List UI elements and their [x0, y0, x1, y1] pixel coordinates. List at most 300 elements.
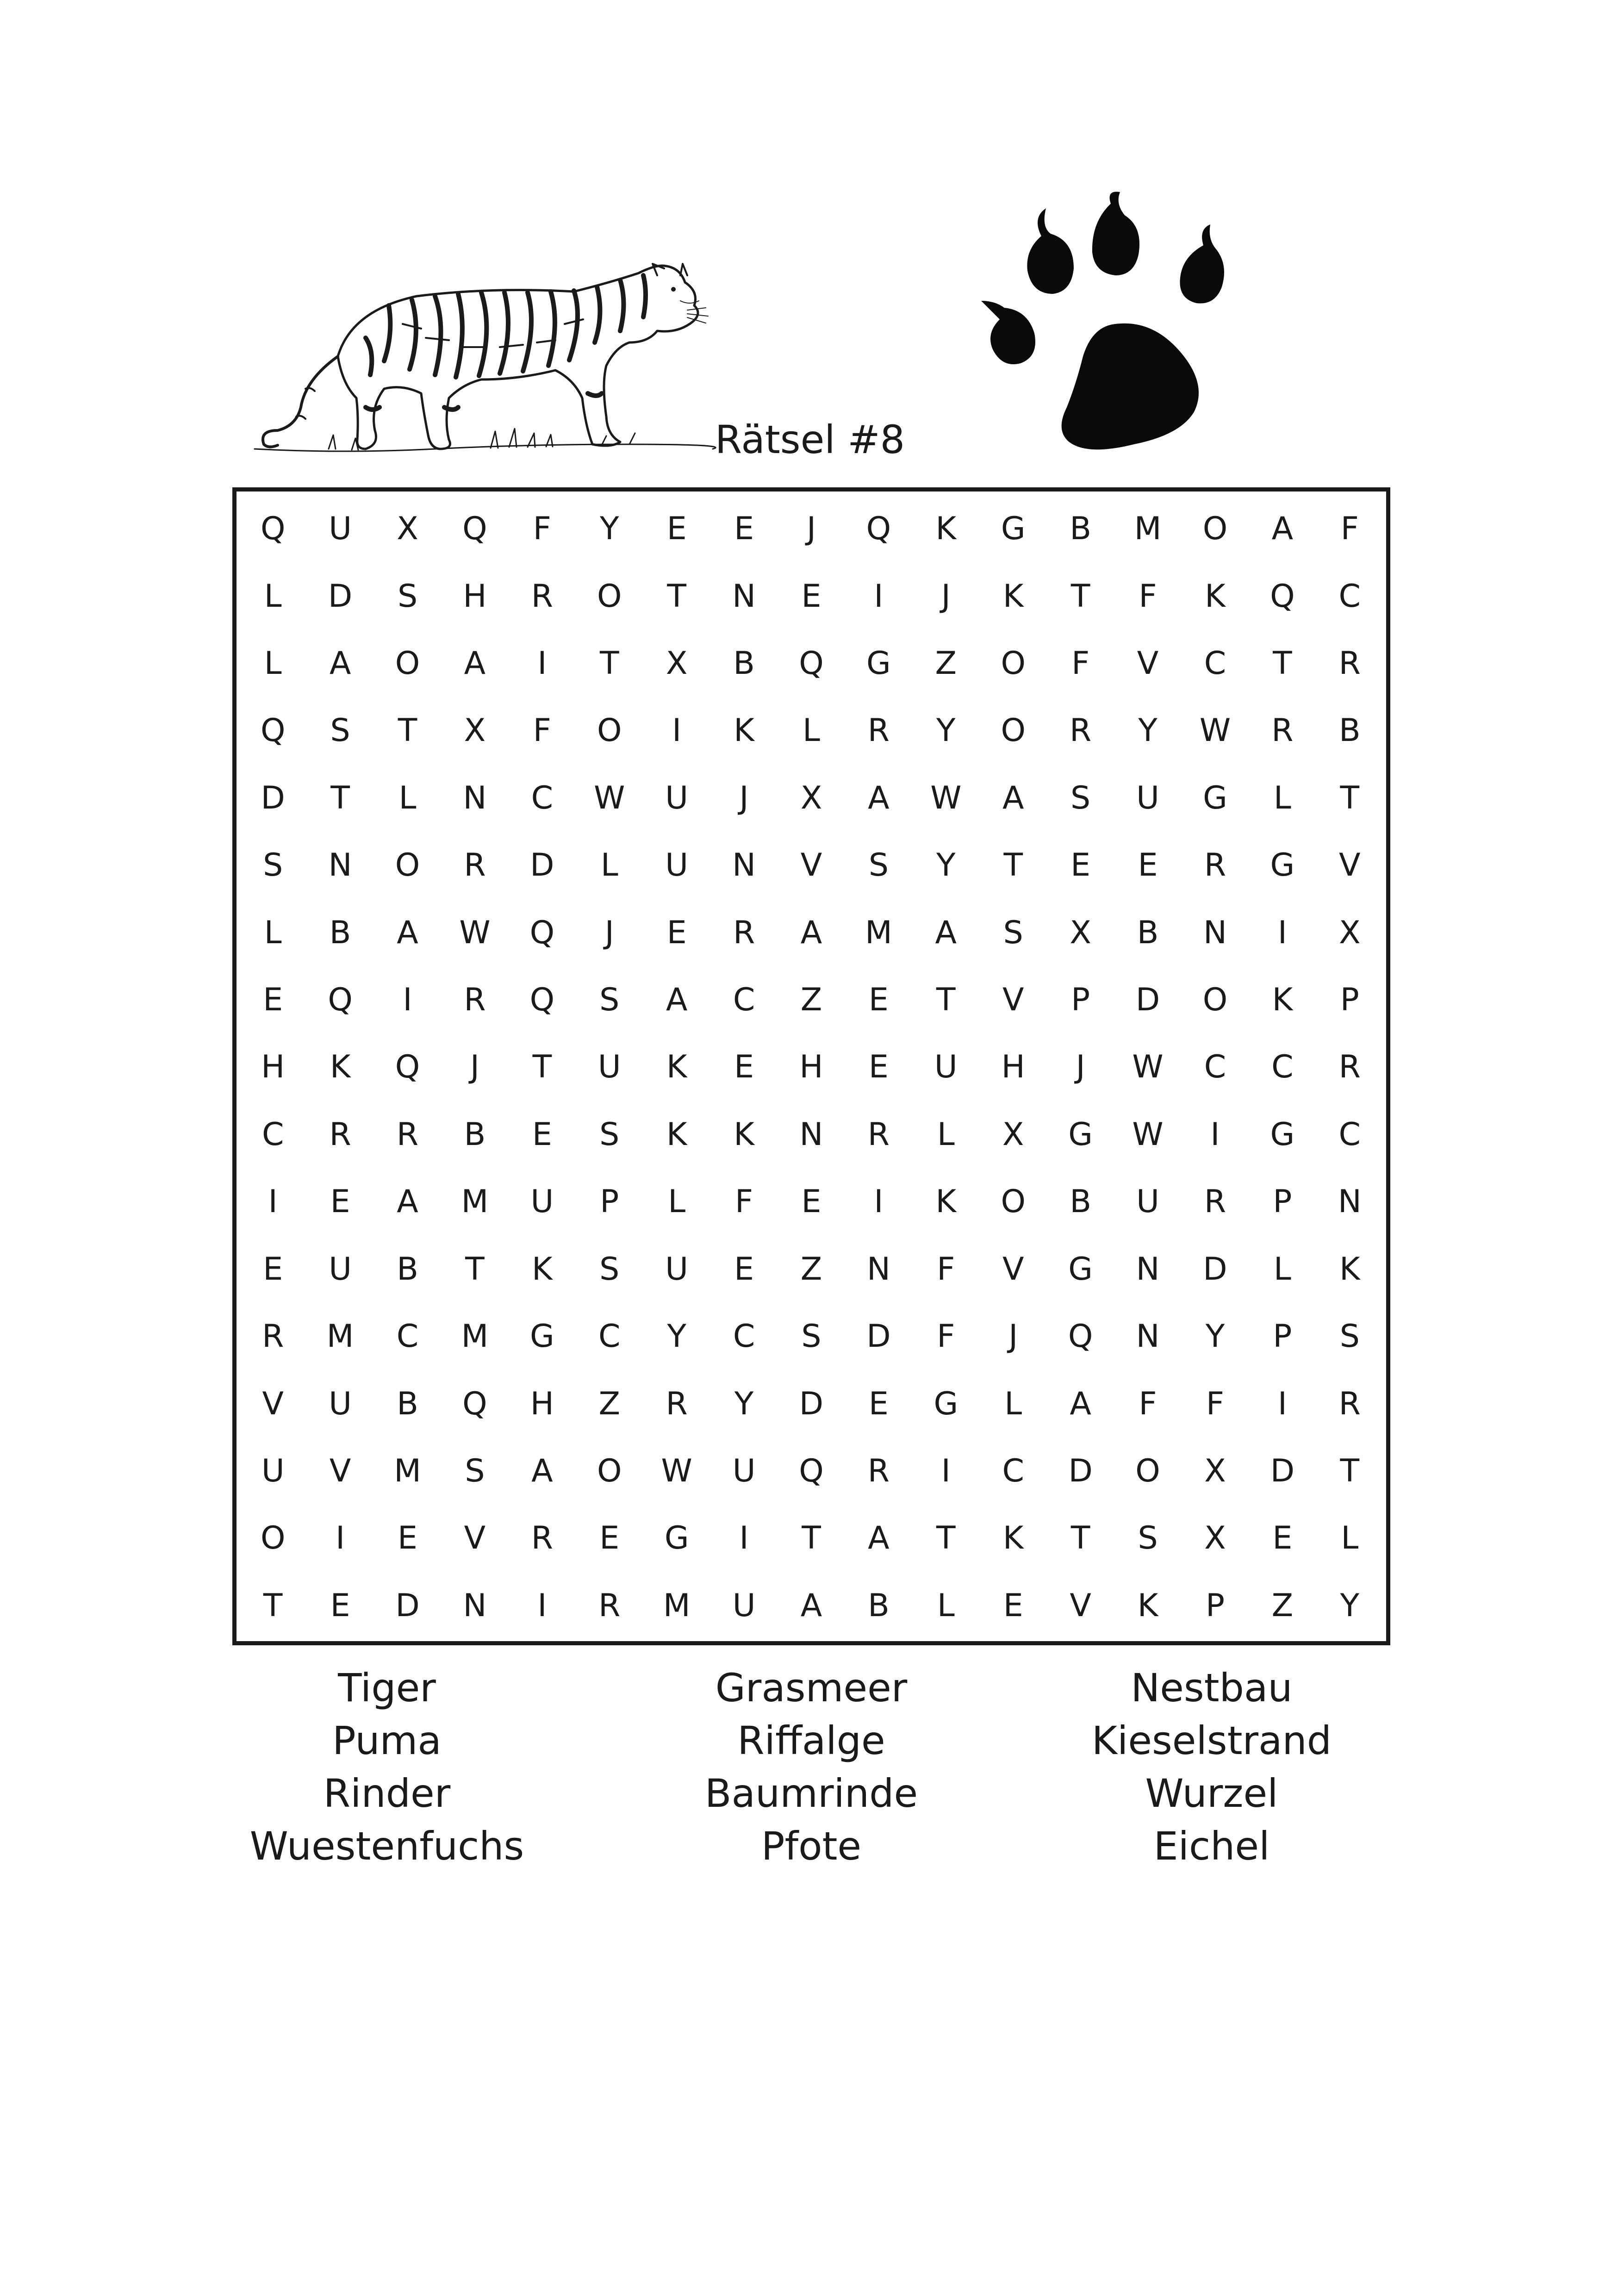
grid-cell[interactable]: R — [733, 914, 755, 951]
grid-cell[interactable]: Q — [260, 510, 286, 548]
word-column — [1003, 1661, 1420, 1873]
grid-cell[interactable]: K — [1002, 578, 1024, 615]
grid-cell[interactable]: L — [937, 1587, 955, 1624]
grid-cell[interactable]: E — [868, 1385, 889, 1422]
grid-cell[interactable]: M — [394, 1452, 421, 1489]
grid-cell[interactable]: L — [264, 578, 282, 615]
grid-cell[interactable]: J — [470, 1049, 479, 1086]
grid-cell[interactable]: X — [1204, 1452, 1226, 1489]
grid-cell[interactable]: I — [941, 1452, 951, 1489]
grid-cell[interactable]: R — [598, 1587, 621, 1624]
grid-cell[interactable]: S — [599, 982, 620, 1019]
grid-cell[interactable]: S — [1138, 1520, 1158, 1557]
grid-cell[interactable]: C — [598, 1318, 621, 1355]
grid-cell[interactable]: D — [395, 1587, 420, 1624]
grid-cell[interactable]: Q — [799, 645, 824, 682]
grid-cell[interactable]: Q — [1068, 1318, 1093, 1355]
grid-cell[interactable]: V — [464, 1520, 486, 1557]
grid-cell[interactable]: W — [1132, 1049, 1164, 1086]
grid-cell[interactable]: K — [666, 1049, 687, 1086]
grid-cell[interactable]: X — [800, 779, 822, 816]
grid-cell[interactable]: L — [264, 914, 282, 951]
word-item: Wurzel — [1145, 1771, 1278, 1816]
grid-cell[interactable]: Q — [866, 510, 891, 548]
grid-cell[interactable]: K — [1002, 1520, 1024, 1557]
word-item: Kieselstrand — [1091, 1718, 1332, 1763]
grid-cell[interactable]: K — [1272, 982, 1293, 1019]
grid-cell[interactable]: L — [1341, 1520, 1359, 1557]
word-item: Nestbau — [1131, 1665, 1293, 1711]
grid-cell[interactable]: O — [395, 645, 420, 682]
grid-cell[interactable]: F — [1206, 1385, 1225, 1422]
grid-cell[interactable]: L — [264, 645, 282, 682]
grid-cell[interactable]: V — [1002, 982, 1024, 1019]
grid-cell[interactable]: W — [1199, 712, 1231, 749]
grid-cell[interactable]: B — [1070, 1183, 1091, 1220]
grid-cell[interactable]: Y — [1205, 1318, 1225, 1355]
grid-cell[interactable]: J — [604, 914, 614, 951]
grid-cell[interactable]: A — [329, 645, 351, 682]
grid-cell[interactable]: T — [263, 1587, 283, 1624]
grid-cell[interactable]: C — [1271, 1049, 1294, 1086]
grid-cell[interactable]: Q — [260, 712, 286, 749]
grid-cell[interactable]: Q — [328, 982, 353, 1019]
grid-cell[interactable]: D — [1068, 1452, 1093, 1489]
grid-cell[interactable]: J — [941, 578, 951, 615]
grid-cell[interactable]: J — [739, 779, 749, 816]
grid-cell[interactable]: L — [1273, 779, 1291, 816]
word-item: Wuestenfuchs — [249, 1823, 524, 1869]
grid-cell[interactable]: H — [799, 1049, 823, 1086]
grid-cell[interactable]: G — [1001, 510, 1026, 548]
grid-cell[interactable]: D — [530, 847, 554, 884]
grid-cell[interactable]: W — [594, 779, 625, 816]
grid-cell[interactable]: J — [1076, 1049, 1085, 1086]
grid-cell[interactable]: E — [666, 510, 687, 548]
grid-cell[interactable]: V — [800, 847, 822, 884]
grid-cell[interactable]: A — [868, 1520, 890, 1557]
grid-cell[interactable]: Q — [799, 1452, 824, 1489]
grid-cell[interactable]: F — [533, 712, 551, 749]
grid-cell[interactable]: O — [597, 1452, 622, 1489]
grid-cell[interactable]: E — [666, 914, 687, 951]
grid-cell[interactable]: D — [261, 779, 285, 816]
grid-cell[interactable]: R — [1070, 712, 1092, 749]
grid-cell[interactable]: E — [1003, 1587, 1023, 1624]
grid-cell[interactable]: Q — [462, 510, 487, 548]
grid-cell[interactable]: L — [803, 712, 820, 749]
grid-cell[interactable]: B — [1137, 914, 1159, 951]
grid-cell[interactable]: N — [1136, 1251, 1160, 1288]
grid-cell[interactable]: N — [732, 578, 756, 615]
grid-cell[interactable]: L — [937, 1116, 955, 1153]
grid-cell[interactable]: A — [397, 914, 418, 951]
grid-cell[interactable]: T — [398, 712, 417, 749]
grid-cell[interactable]: E — [1138, 847, 1158, 884]
grid-cell[interactable]: N — [1203, 914, 1227, 951]
grid-cell[interactable]: A — [935, 914, 957, 951]
grid-cell[interactable]: U — [732, 1452, 756, 1489]
grid-cell[interactable]: H — [530, 1385, 554, 1422]
grid-cell[interactable]: Q — [462, 1385, 487, 1422]
grid-cell[interactable]: V — [329, 1452, 351, 1489]
grid-cell[interactable]: V — [1070, 1587, 1091, 1624]
grid-cell[interactable]: E — [263, 1251, 283, 1288]
grid-cell[interactable]: W — [930, 779, 962, 816]
grid-cell[interactable]: F — [1139, 1385, 1157, 1422]
grid-cell[interactable]: I — [268, 1183, 278, 1220]
word-item: Baumrinde — [704, 1771, 918, 1816]
grid-cell[interactable]: H — [1001, 1049, 1025, 1086]
grid-cell[interactable]: Z — [598, 1385, 621, 1422]
grid-cell[interactable]: L — [600, 847, 618, 884]
grid-cell[interactable]: X — [1204, 1520, 1226, 1557]
grid-cell[interactable]: N — [328, 847, 352, 884]
grid-cell[interactable]: L — [668, 1183, 686, 1220]
grid-cell[interactable]: T — [532, 1049, 552, 1086]
grid-cell[interactable]: E — [330, 1587, 350, 1624]
grid-cell[interactable]: T — [936, 982, 956, 1019]
grid-cell[interactable]: Y — [1138, 712, 1157, 749]
grid-cell[interactable]: U — [329, 1385, 352, 1422]
grid-cell[interactable]: F — [937, 1251, 955, 1288]
grid-cell[interactable]: F — [1340, 510, 1359, 548]
grid-cell[interactable]: U — [1136, 779, 1159, 816]
grid-cell[interactable]: O — [1001, 712, 1026, 749]
grid-cell[interactable]: C — [1204, 1049, 1226, 1086]
grid-cell[interactable]: Z — [800, 982, 822, 1019]
grid-cell[interactable]: P — [1340, 982, 1359, 1019]
grid-cell[interactable]: U — [329, 1251, 352, 1288]
grid-cell[interactable]: I — [672, 712, 682, 749]
word-item: Grasmeer — [715, 1665, 908, 1711]
grid-cell[interactable]: U — [665, 847, 689, 884]
grid-cell[interactable]: E — [734, 1251, 754, 1288]
grid-cell[interactable]: M — [1134, 510, 1162, 548]
word-search-grid — [232, 487, 1390, 1645]
grid-cell[interactable]: X — [464, 712, 486, 749]
grid-cell[interactable]: U — [934, 1049, 958, 1086]
grid-cell[interactable]: R — [867, 1116, 890, 1153]
grid-cell[interactable]: O — [1202, 982, 1228, 1019]
grid-cell[interactable]: R — [262, 1318, 284, 1355]
word-item: Pfote — [761, 1823, 862, 1869]
grid-cell[interactable]: S — [465, 1452, 485, 1489]
grid-cell[interactable]: B — [1070, 510, 1091, 548]
grid-cell[interactable]: H — [463, 578, 487, 615]
grid-cell[interactable]: H — [261, 1049, 285, 1086]
grid-cell[interactable]: V — [1002, 1251, 1024, 1288]
grid-cell[interactable]: I — [739, 1520, 749, 1557]
grid-cell[interactable]: I — [537, 645, 547, 682]
grid-cell[interactable]: E — [532, 1116, 552, 1153]
grid-cell[interactable]: G — [1068, 1251, 1093, 1288]
grid-cell[interactable]: U — [329, 510, 352, 548]
grid-cell[interactable]: X — [1002, 1116, 1024, 1153]
grid-cell[interactable]: E — [734, 510, 754, 548]
grid-cell[interactable]: T — [1070, 1520, 1090, 1557]
grid-cell[interactable]: G — [529, 1318, 554, 1355]
grid-cell[interactable]: O — [1202, 510, 1228, 548]
grid-cell[interactable]: G — [1270, 847, 1295, 884]
grid-cell[interactable]: N — [463, 1587, 487, 1624]
grid-cell[interactable]: N — [1338, 1183, 1362, 1220]
grid-cell[interactable]: R — [1271, 712, 1294, 749]
grid-cell[interactable]: L — [1273, 1251, 1291, 1288]
grid-cell[interactable]: O — [597, 712, 622, 749]
grid-cell[interactable]: B — [397, 1385, 418, 1422]
grid-cell[interactable]: W — [459, 914, 491, 951]
grid-cell[interactable]: M — [326, 1318, 354, 1355]
grid-cell[interactable]: K — [1339, 1251, 1360, 1288]
grid-cell[interactable]: D — [866, 1318, 891, 1355]
grid-cell[interactable]: G — [1203, 779, 1227, 816]
grid-cell[interactable]: Q — [395, 1049, 420, 1086]
grid-cell[interactable]: D — [1135, 982, 1160, 1019]
grid-cell[interactable]: U — [261, 1452, 285, 1489]
grid-cell[interactable]: K — [532, 1251, 553, 1288]
grid-cell[interactable]: V — [262, 1385, 284, 1422]
grid-cell[interactable]: S — [1003, 914, 1023, 951]
grid-cell[interactable]: G — [1270, 1116, 1295, 1153]
grid-cell[interactable]: Y — [936, 712, 956, 749]
grid-cell[interactable]: U — [1136, 1183, 1159, 1220]
grid-cell[interactable]: W — [661, 1452, 692, 1489]
grid-cell[interactable]: A — [800, 914, 822, 951]
grid-cell[interactable]: R — [464, 982, 486, 1019]
grid-cell[interactable]: T — [330, 779, 350, 816]
grid-cell[interactable]: C — [1338, 1116, 1361, 1153]
grid-cell[interactable]: G — [933, 1385, 958, 1422]
grid-cell[interactable]: E — [801, 1183, 821, 1220]
grid-cell[interactable]: R — [666, 1385, 688, 1422]
grid-cell[interactable]: O — [1001, 645, 1026, 682]
grid-cell[interactable]: C — [733, 982, 755, 1019]
grid-cell[interactable]: R — [1204, 1183, 1226, 1220]
grid-cell[interactable]: E — [801, 578, 821, 615]
grid-cell[interactable]: C — [1338, 578, 1361, 615]
grid-cell[interactable]: T — [936, 1520, 956, 1557]
grid-cell[interactable]: S — [599, 1251, 620, 1288]
grid-cell[interactable]: I — [1277, 914, 1287, 951]
grid-cell[interactable]: E — [868, 1049, 889, 1086]
grid-cell[interactable]: E — [1272, 1520, 1293, 1557]
grid-cell[interactable]: R — [867, 712, 890, 749]
grid-cell[interactable]: S — [1339, 1318, 1360, 1355]
grid-cell[interactable]: D — [1203, 1251, 1227, 1288]
grid-cell[interactable]: F — [1071, 645, 1090, 682]
grid-cell[interactable]: K — [1137, 1587, 1158, 1624]
grid-cell[interactable]: E — [868, 982, 889, 1019]
grid-cell[interactable]: V — [1339, 847, 1361, 884]
grid-cell[interactable]: K — [330, 1049, 351, 1086]
grid-cell[interactable]: I — [1210, 1116, 1220, 1153]
grid-cell[interactable]: K — [734, 1116, 754, 1153]
grid-cell[interactable]: T — [1340, 1452, 1360, 1489]
grid-cell[interactable]: I — [874, 1183, 884, 1220]
grid-cell[interactable]: P — [1273, 1318, 1292, 1355]
grid-cell[interactable]: E — [734, 1049, 754, 1086]
grid-cell[interactable]: Q — [1270, 578, 1295, 615]
grid-cell[interactable]: S — [397, 578, 418, 615]
grid-cell[interactable]: R — [867, 1452, 890, 1489]
grid-cell[interactable]: D — [799, 1385, 824, 1422]
grid-cell[interactable]: T — [1070, 578, 1090, 615]
grid-cell[interactable]: U — [597, 1049, 621, 1086]
grid-cell[interactable]: C — [531, 779, 554, 816]
grid-cell[interactable]: A — [397, 1183, 418, 1220]
grid-cell[interactable]: P — [600, 1183, 619, 1220]
grid-cell[interactable]: S — [1070, 779, 1091, 816]
grid-cell[interactable]: C — [1002, 1452, 1024, 1489]
grid-cell[interactable]: P — [1273, 1183, 1292, 1220]
grid-cell[interactable]: M — [663, 1587, 691, 1624]
grid-cell[interactable]: T — [1003, 847, 1023, 884]
grid-cell[interactable]: R — [329, 1116, 351, 1153]
grid-cell[interactable]: R — [464, 847, 486, 884]
grid-cell[interactable]: Z — [935, 645, 957, 682]
grid-cell[interactable]: T — [802, 1520, 821, 1557]
grid-cell[interactable]: R — [1338, 645, 1361, 682]
grid-cell[interactable]: N — [799, 1116, 823, 1153]
grid-cell[interactable]: D — [328, 578, 353, 615]
grid-cell[interactable]: O — [1001, 1183, 1026, 1220]
grid-cell[interactable]: S — [801, 1318, 821, 1355]
grid-cell[interactable]: A — [800, 1587, 822, 1624]
grid-cell[interactable]: G — [1068, 1116, 1093, 1153]
grid-cell[interactable]: F — [1139, 578, 1157, 615]
grid-cell[interactable]: K — [666, 1116, 687, 1153]
grid-cell[interactable]: B — [397, 1251, 418, 1288]
grid-cell[interactable]: K — [935, 510, 957, 548]
grid-cell[interactable]: U — [665, 1251, 689, 1288]
grid-cell[interactable]: N — [866, 1251, 890, 1288]
grid-cell[interactable]: X — [1070, 914, 1091, 951]
grid-cell[interactable]: V — [1137, 645, 1159, 682]
grid-cell[interactable]: E — [330, 1183, 350, 1220]
grid-cell[interactable]: L — [1004, 1385, 1022, 1422]
grid-cell[interactable]: T — [667, 578, 686, 615]
grid-cell[interactable]: C — [261, 1116, 284, 1153]
grid-cell[interactable]: U — [530, 1183, 554, 1220]
grid-cell[interactable]: Z — [1271, 1587, 1294, 1624]
grid-cell[interactable]: R — [396, 1116, 419, 1153]
grid-cell[interactable]: T — [1273, 645, 1292, 682]
grid-cell[interactable]: I — [1277, 1385, 1287, 1422]
grid-cell[interactable]: T — [465, 1251, 485, 1288]
grid-cell[interactable]: Q — [529, 982, 555, 1019]
grid-cell[interactable]: O — [1135, 1452, 1160, 1489]
grid-cell[interactable]: R — [531, 578, 553, 615]
grid-cell[interactable]: R — [531, 1520, 553, 1557]
grid-cell[interactable]: G — [866, 645, 891, 682]
grid-cell[interactable]: B — [733, 645, 755, 682]
grid-cell[interactable]: D — [1270, 1452, 1295, 1489]
grid-cell[interactable]: Z — [800, 1251, 822, 1288]
grid-cell[interactable]: S — [599, 1116, 620, 1153]
grid-cell[interactable]: F — [533, 510, 551, 548]
grid-cell[interactable]: R — [1338, 1385, 1361, 1422]
grid-cell[interactable]: I — [874, 578, 884, 615]
grid-cell[interactable]: W — [1132, 1116, 1164, 1153]
grid-cell[interactable]: M — [865, 914, 892, 951]
grid-cell[interactable]: I — [403, 982, 412, 1019]
grid-cell[interactable]: O — [395, 847, 420, 884]
grid-cell[interactable]: C — [396, 1318, 419, 1355]
grid-cell[interactable]: A — [1070, 1385, 1091, 1422]
grid-cell[interactable]: S — [868, 847, 889, 884]
grid-cell[interactable]: T — [1340, 779, 1360, 816]
grid-cell[interactable]: F — [735, 1183, 753, 1220]
grid-cell[interactable]: S — [330, 712, 350, 749]
grid-cell[interactable]: G — [664, 1520, 689, 1557]
grid-cell[interactable]: C — [1204, 645, 1226, 682]
grid-cell[interactable]: X — [397, 510, 418, 548]
grid-cell[interactable]: J — [806, 510, 816, 548]
grid-cell[interactable]: L — [398, 779, 417, 816]
grid-cell[interactable]: E — [599, 1520, 620, 1557]
grid-cell[interactable]: N — [1136, 1318, 1160, 1355]
grid-cell[interactable]: R — [1204, 847, 1226, 884]
word-item: Tiger — [338, 1665, 436, 1711]
grid-cell[interactable]: T — [599, 645, 619, 682]
grid-cell[interactable]: Q — [529, 914, 555, 951]
grid-cell[interactable]: C — [733, 1318, 755, 1355]
grid-cell[interactable]: N — [463, 779, 487, 816]
grid-cell[interactable]: K — [734, 712, 754, 749]
grid-cell[interactable]: S — [263, 847, 283, 884]
grid-cell[interactable]: A — [868, 779, 890, 816]
grid-cell[interactable]: B — [868, 1587, 890, 1624]
grid-cell[interactable]: K — [1205, 578, 1226, 615]
grid-cell[interactable]: R — [1338, 1049, 1361, 1086]
grid-cell[interactable]: J — [1008, 1318, 1018, 1355]
grid-cell[interactable]: X — [1338, 914, 1361, 951]
grid-cell[interactable]: A — [1271, 510, 1294, 548]
grid-cell[interactable]: F — [937, 1318, 955, 1355]
grid-cell[interactable]: A — [666, 982, 688, 1019]
grid-cell[interactable]: A — [464, 645, 486, 682]
grid-cell[interactable]: Y — [936, 847, 956, 884]
grid-cell[interactable]: E — [263, 982, 283, 1019]
grid-cell[interactable]: I — [537, 1587, 547, 1624]
grid-cell[interactable]: X — [666, 645, 688, 682]
grid-cell[interactable]: E — [398, 1520, 417, 1557]
grid-cell[interactable]: Y — [734, 1385, 754, 1422]
grid-cell[interactable]: A — [531, 1452, 553, 1489]
grid-cell[interactable]: M — [461, 1318, 489, 1355]
grid-cell[interactable]: A — [1002, 779, 1024, 816]
letter-grid — [239, 495, 1383, 1639]
grid-cell[interactable]: E — [1070, 847, 1091, 884]
grid-cell[interactable]: I — [336, 1520, 345, 1557]
grid-cell[interactable]: N — [732, 847, 756, 884]
grid-cell[interactable]: B — [464, 1116, 486, 1153]
grid-cell[interactable]: Y — [667, 1318, 686, 1355]
grid-cell[interactable]: M — [461, 1183, 489, 1220]
grid-cell[interactable]: U — [732, 1587, 756, 1624]
grid-cell[interactable]: B — [329, 914, 351, 951]
grid-cell[interactable]: O — [260, 1520, 286, 1557]
grid-cell[interactable]: P — [1205, 1587, 1225, 1624]
grid-cell[interactable]: B — [1338, 712, 1361, 749]
grid-cell[interactable]: O — [597, 578, 622, 615]
grid-cell[interactable]: K — [935, 1183, 957, 1220]
grid-cell[interactable]: Y — [1340, 1587, 1360, 1624]
grid-cell[interactable]: Y — [599, 510, 619, 548]
grid-cell[interactable]: U — [665, 779, 689, 816]
grid-cell[interactable]: P — [1071, 982, 1090, 1019]
